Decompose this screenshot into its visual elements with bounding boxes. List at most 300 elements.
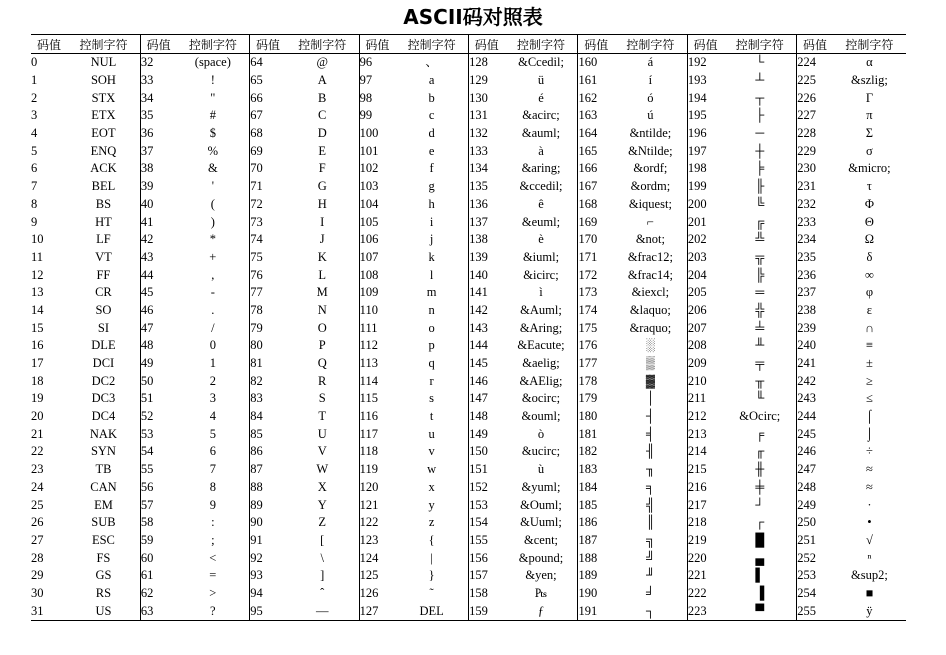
table-row — [31, 496, 906, 514]
code-cell: 243 — [797, 390, 833, 408]
char-cell: ε — [866, 302, 873, 317]
char-cell: &yen; — [525, 568, 557, 583]
char-cell: l — [429, 267, 434, 282]
table-row — [31, 514, 906, 532]
code-cell: 101 — [359, 142, 395, 160]
code-cell: 236 — [797, 266, 833, 284]
header-code: 码值 — [250, 35, 286, 54]
code-cell: 90 — [250, 514, 286, 532]
char-cell: 3 — [209, 391, 216, 406]
char-cell: S — [318, 391, 326, 406]
code-cell: 194 — [687, 89, 723, 107]
header-char: 控制字符 — [614, 35, 687, 54]
code-cell: 188 — [578, 549, 614, 567]
char-cell: █ — [755, 532, 765, 547]
char-cell: &ucirc; — [521, 444, 561, 459]
char-cell: B — [318, 90, 327, 105]
char-cell: & — [207, 161, 218, 176]
code-cell: 122 — [359, 514, 395, 532]
code-cell: 147 — [469, 390, 505, 408]
code-cell: 0 — [31, 55, 38, 70]
code-cell: 222 — [687, 585, 723, 603]
code-cell: 7 — [31, 179, 38, 194]
char-cell: 5 — [209, 426, 216, 441]
char-cell: &aring; — [521, 161, 561, 176]
char-cell: &Ocirc; — [739, 409, 781, 424]
table-row — [31, 585, 906, 603]
char-cell: &sup2; — [851, 568, 888, 583]
char-cell: ⁿ — [867, 550, 872, 565]
char-cell: &Uuml; — [520, 515, 562, 530]
char-cell: W — [316, 462, 329, 477]
char-cell: } — [428, 568, 435, 583]
table-row — [31, 567, 906, 585]
char-cell: α — [866, 55, 873, 70]
code-cell: 206 — [687, 302, 723, 320]
code-cell: 172 — [578, 266, 614, 284]
code-cell: 233 — [797, 213, 833, 231]
table-row — [31, 178, 906, 196]
char-cell: ) — [210, 214, 215, 229]
code-cell: 84 — [250, 408, 286, 426]
char-cell: e — [428, 143, 435, 158]
code-cell: 14 — [31, 302, 44, 317]
code-cell: 218 — [687, 514, 723, 532]
char-cell: SO — [95, 302, 112, 317]
code-cell: 235 — [797, 249, 833, 267]
char-cell: &micro; — [848, 161, 891, 176]
code-cell: 155 — [469, 532, 505, 550]
code-cell: 39 — [140, 178, 176, 196]
char-cell: ╬ — [755, 302, 765, 317]
code-cell: 204 — [687, 266, 723, 284]
code-cell: 87 — [250, 461, 286, 479]
header-code: 码值 — [797, 35, 833, 54]
char-cell: 0 — [209, 338, 216, 353]
code-cell: 1 — [31, 73, 38, 88]
char-cell: EM — [94, 497, 113, 512]
code-cell: 9 — [31, 214, 38, 229]
code-cell: 152 — [469, 479, 505, 497]
code-cell: 217 — [687, 496, 723, 514]
code-cell: 203 — [687, 249, 723, 267]
code-cell: 230 — [797, 160, 833, 178]
char-cell: X — [317, 479, 327, 494]
char-cell: ╓ — [755, 444, 765, 459]
char-cell: $ — [209, 126, 216, 141]
code-cell: 26 — [31, 515, 44, 530]
table-row — [31, 231, 906, 249]
char-cell: Y — [317, 497, 327, 512]
code-cell: 77 — [250, 284, 286, 302]
header-char: 控制字符 — [176, 35, 249, 54]
code-cell: 145 — [469, 355, 505, 373]
char-cell: &Ccedil; — [518, 55, 564, 70]
table-row — [31, 284, 906, 302]
char-cell: > — [209, 585, 217, 600]
code-cell: 53 — [140, 425, 176, 443]
code-cell: 137 — [469, 213, 505, 231]
char-cell: ╪ — [755, 479, 765, 494]
char-cell: ═ — [755, 285, 765, 300]
code-cell: 120 — [359, 479, 395, 497]
table-row — [31, 461, 906, 479]
code-cell: 52 — [140, 408, 176, 426]
char-cell: ESC — [91, 532, 115, 547]
code-cell: 17 — [31, 356, 44, 371]
char-cell: ü — [537, 73, 545, 88]
table-row — [31, 249, 906, 267]
char-cell: F — [318, 161, 326, 176]
code-cell: 48 — [140, 337, 176, 355]
char-cell: / — [211, 320, 215, 335]
char-cell: h — [428, 196, 435, 211]
table-row — [31, 319, 906, 337]
code-cell: 186 — [578, 514, 614, 532]
char-cell: &Ntilde; — [628, 143, 673, 158]
char-cell: ˜ — [429, 585, 434, 600]
code-cell: 139 — [469, 249, 505, 267]
code-cell: 125 — [359, 567, 395, 585]
code-cell: 35 — [140, 107, 176, 125]
char-cell: H — [317, 196, 327, 211]
char-cell: L — [318, 267, 327, 282]
char-cell: j — [429, 232, 434, 247]
code-cell: 144 — [469, 337, 505, 355]
char-cell: &cent; — [524, 532, 559, 547]
header-row — [31, 35, 906, 54]
char-cell: ] — [320, 568, 325, 583]
char-cell: p — [428, 338, 435, 353]
char-cell: • — [867, 515, 872, 530]
char-cell: A — [317, 73, 327, 88]
char-cell: 、 — [425, 55, 438, 70]
char-cell: SOH — [90, 73, 116, 88]
char-cell: SUB — [91, 515, 116, 530]
char-cell: 6 — [209, 444, 216, 459]
code-cell: 178 — [578, 372, 614, 390]
char-cell: SYN — [90, 444, 116, 459]
char-cell: ▐ — [755, 585, 765, 600]
code-cell: 89 — [250, 496, 286, 514]
char-cell: y — [428, 497, 435, 512]
code-cell: 19 — [31, 391, 44, 406]
code-cell: 133 — [469, 142, 505, 160]
char-cell: FS — [96, 550, 111, 565]
char-cell: NAK — [89, 426, 117, 441]
char-cell: ╥ — [755, 373, 765, 388]
code-cell: 51 — [140, 390, 176, 408]
char-cell: ╛ — [645, 585, 655, 600]
char-cell: d — [428, 126, 435, 141]
code-cell: 216 — [687, 479, 723, 497]
code-cell: 227 — [797, 107, 833, 125]
code-cell: 62 — [140, 585, 176, 603]
char-cell: k — [428, 249, 435, 264]
table-row — [31, 54, 906, 72]
code-cell: 99 — [359, 107, 395, 125]
code-cell: 47 — [140, 319, 176, 337]
char-cell: ─ — [755, 126, 765, 141]
char-cell: DC4 — [91, 409, 116, 424]
char-cell: DC2 — [91, 373, 116, 388]
char-cell: ENQ — [90, 143, 117, 158]
char-cell: ' — [211, 179, 214, 194]
code-cell: 74 — [250, 231, 286, 249]
code-cell: 106 — [359, 231, 395, 249]
code-cell: 118 — [359, 443, 395, 461]
code-cell: 129 — [469, 72, 505, 90]
code-cell: 28 — [31, 550, 44, 565]
code-cell: 190 — [578, 585, 614, 603]
code-cell: 97 — [359, 72, 395, 90]
code-cell: 134 — [469, 160, 505, 178]
code-cell: 121 — [359, 496, 395, 514]
char-cell: ■ — [865, 585, 874, 600]
char-cell: STX — [91, 90, 116, 105]
char-cell: q — [428, 356, 435, 371]
code-cell: 15 — [31, 320, 44, 335]
code-cell: 56 — [140, 479, 176, 497]
code-cell: 250 — [797, 514, 833, 532]
code-cell: 252 — [797, 549, 833, 567]
char-cell: Q — [317, 356, 327, 371]
char-cell: ! — [210, 73, 215, 88]
code-cell: 225 — [797, 72, 833, 90]
char-cell: é — [538, 90, 544, 105]
code-cell: 153 — [469, 496, 505, 514]
code-cell: 102 — [359, 160, 395, 178]
code-cell: 253 — [797, 567, 833, 585]
char-cell: &frac12; — [627, 249, 673, 264]
char-cell: &yuml; — [521, 479, 561, 494]
char-cell: ≤ — [865, 391, 873, 406]
code-cell: 166 — [578, 160, 614, 178]
code-cell: 8 — [31, 196, 38, 211]
code-cell: 10 — [31, 232, 44, 247]
code-cell: 165 — [578, 142, 614, 160]
char-cell: # — [209, 108, 216, 123]
char-cell: &raquo; — [629, 320, 672, 335]
code-cell: 115 — [359, 390, 395, 408]
code-cell: 113 — [359, 355, 395, 373]
char-cell: &not; — [635, 232, 665, 247]
char-cell: \ — [320, 550, 324, 565]
char-cell: ÿ — [833, 602, 906, 620]
code-cell: 181 — [578, 425, 614, 443]
code-cell: 212 — [687, 408, 723, 426]
code-cell: 112 — [359, 337, 395, 355]
char-cell: t — [429, 409, 434, 424]
code-cell: 58 — [140, 514, 176, 532]
table-row — [31, 266, 906, 284]
code-cell: 57 — [140, 496, 176, 514]
char-cell: — — [286, 602, 359, 620]
char-cell: D — [317, 126, 327, 141]
table-row — [31, 213, 906, 231]
char-cell: ╖ — [645, 462, 655, 477]
code-cell: 29 — [31, 568, 44, 583]
char-cell: 7 — [209, 462, 216, 477]
code-cell: 183 — [578, 461, 614, 479]
char-cell: ≈ — [865, 479, 873, 494]
char-cell: í — [648, 73, 653, 88]
code-cell: 148 — [469, 408, 505, 426]
char-cell: R — [318, 373, 327, 388]
code-cell: 104 — [359, 196, 395, 214]
code-cell: 143 — [469, 319, 505, 337]
code-cell: 42 — [140, 231, 176, 249]
char-cell: &ocirc; — [521, 391, 561, 406]
code-cell: 109 — [359, 284, 395, 302]
char-cell: Γ — [865, 90, 874, 105]
char-cell: : — [211, 515, 215, 530]
header-char: 控制字符 — [395, 35, 468, 54]
code-cell: 107 — [359, 249, 395, 267]
code-cell: 27 — [31, 532, 44, 547]
char-cell: g — [428, 179, 435, 194]
code-cell: 232 — [797, 196, 833, 214]
char-cell: ╔ — [755, 214, 765, 229]
char-cell: ÷ — [865, 444, 873, 459]
char-cell: ⌡ — [865, 426, 874, 441]
code-cell: 191 — [578, 602, 614, 620]
code-cell: 214 — [687, 443, 723, 461]
code-cell: 68 — [250, 125, 286, 143]
table-row — [31, 107, 906, 125]
code-cell: 49 — [140, 355, 176, 373]
char-cell: 9 — [209, 497, 216, 512]
char-cell: &icirc; — [523, 267, 559, 282]
char-cell: , — [211, 267, 215, 282]
char-cell: &ccedil; — [519, 179, 563, 194]
char-cell: ETX — [91, 108, 116, 123]
code-cell: 146 — [469, 372, 505, 390]
char-cell: (space) — [194, 55, 231, 70]
code-cell: 173 — [578, 284, 614, 302]
code-cell: 119 — [359, 461, 395, 479]
char-cell: ╜ — [645, 568, 655, 583]
code-cell: 245 — [797, 425, 833, 443]
char-cell: n — [428, 302, 435, 317]
code-cell: 215 — [687, 461, 723, 479]
char-cell: ╨ — [755, 338, 765, 353]
char-cell: à — [538, 143, 544, 158]
code-cell: 59 — [140, 532, 176, 550]
char-cell: P — [318, 338, 326, 353]
code-cell: 254 — [797, 585, 833, 603]
char-cell: ║ — [645, 515, 655, 530]
header-char: 控制字符 — [67, 35, 140, 54]
char-cell: ╩ — [755, 232, 765, 247]
code-cell: 246 — [797, 443, 833, 461]
char-cell: LF — [96, 232, 111, 247]
char-cell: f — [429, 161, 434, 176]
code-cell: 64 — [250, 54, 286, 72]
code-cell: 209 — [687, 355, 723, 373]
char-cell: ┐ — [614, 602, 687, 620]
char-cell: US — [67, 602, 140, 620]
char-cell: ╠ — [755, 267, 765, 282]
char-cell: ╞ — [755, 161, 765, 176]
header-char: 控制字符 — [286, 35, 359, 54]
char-cell: ò — [537, 426, 545, 441]
code-cell: 25 — [31, 497, 44, 512]
header-char: 控制字符 — [833, 35, 906, 54]
char-cell: ± — [865, 356, 873, 371]
char-cell: ▌ — [755, 568, 765, 583]
char-cell: &iexcl; — [631, 285, 670, 300]
char-cell: ù — [537, 462, 545, 477]
table-row — [31, 160, 906, 178]
code-cell: 116 — [359, 408, 395, 426]
code-cell: 55 — [140, 461, 176, 479]
code-cell: 117 — [359, 425, 395, 443]
code-cell: 213 — [687, 425, 723, 443]
code-cell: 136 — [469, 196, 505, 214]
char-cell: │ — [645, 391, 655, 406]
code-cell: 46 — [140, 302, 176, 320]
code-cell: 234 — [797, 231, 833, 249]
table-row — [31, 479, 906, 497]
code-cell: 211 — [687, 390, 723, 408]
char-cell: &euml; — [521, 214, 561, 229]
char-cell: └ — [755, 55, 765, 70]
char-cell: Φ — [864, 196, 874, 211]
table-row — [31, 425, 906, 443]
char-cell: &iquest; — [628, 196, 672, 211]
char-cell: u — [428, 426, 435, 441]
table-row — [31, 196, 906, 214]
code-cell: 154 — [469, 514, 505, 532]
char-cell: | — [430, 550, 433, 565]
code-cell: 199 — [687, 178, 723, 196]
code-cell: 170 — [578, 231, 614, 249]
char-cell: w — [427, 462, 437, 477]
code-cell: 161 — [578, 72, 614, 90]
code-cell: 85 — [250, 425, 286, 443]
char-cell: ╧ — [755, 320, 765, 335]
char-cell: 4 — [209, 409, 216, 424]
char-cell: &iuml; — [522, 249, 560, 264]
char-cell: τ — [866, 179, 872, 194]
char-cell: z — [428, 515, 435, 530]
char-cell: π — [866, 108, 873, 123]
char-cell: i — [429, 214, 434, 229]
char-cell: &AElig; — [519, 373, 563, 388]
char-cell: á — [647, 55, 654, 70]
char-cell: &laquo; — [629, 302, 671, 317]
code-cell: 71 — [250, 178, 286, 196]
code-cell: 13 — [31, 285, 44, 300]
char-cell: < — [209, 550, 217, 565]
char-cell: &auml; — [521, 126, 561, 141]
char-cell: &szlig; — [851, 73, 888, 88]
char-cell: ⌐ — [646, 214, 654, 229]
char-cell: ∞ — [864, 267, 874, 282]
code-cell: 142 — [469, 302, 505, 320]
char-cell: &acirc; — [522, 108, 560, 123]
char-cell: @ — [316, 55, 328, 70]
code-cell: 221 — [687, 567, 723, 585]
char-cell: ▓ — [645, 373, 655, 388]
code-cell: 18 — [31, 373, 44, 388]
char-cell: ; — [211, 532, 215, 547]
code-cell: 94 — [250, 585, 286, 603]
char-cell: &ntilde; — [629, 126, 672, 141]
code-cell: 108 — [359, 266, 395, 284]
code-cell: 242 — [797, 372, 833, 390]
